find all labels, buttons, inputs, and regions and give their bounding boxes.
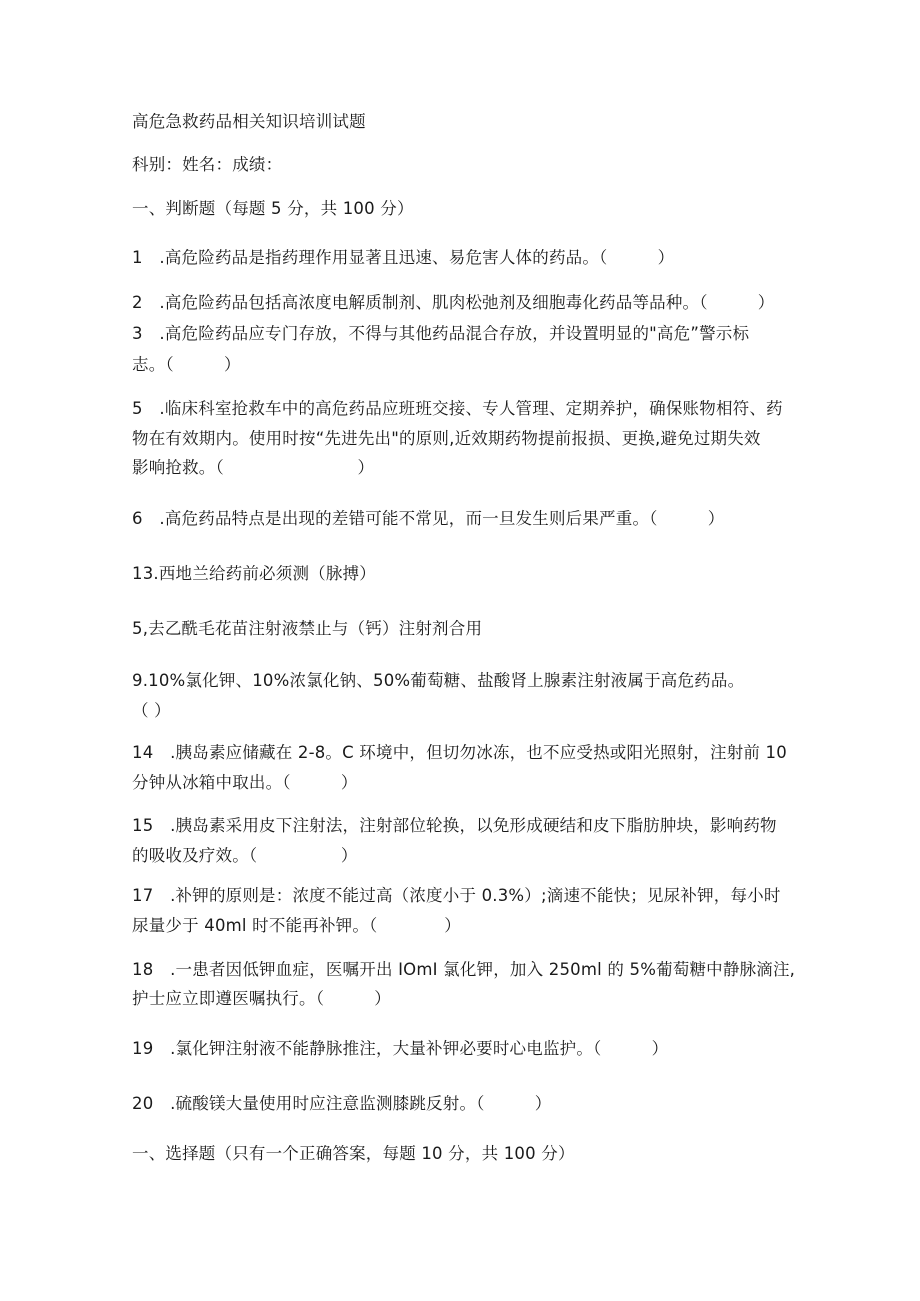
question-1-line-1: 1 .高危险药品是指药理作用显著且迅速、易危害人体的药品。（ ） — [132, 248, 675, 267]
question-5-line-2: 物在有效期内。使用时按“先进先出"的原则,近效期药物提前报损、更换,避免过期失效 — [132, 429, 761, 448]
question-3-line-2: 志。（ ） — [132, 355, 241, 374]
question-9-line-2: （ ） — [132, 701, 171, 720]
question-6-line-1: 6 .高危药品特点是出现的差错可能不常见，而一旦发生则后果严重。（ ） — [132, 509, 725, 528]
question-5-line-1: 5 .临床科室抢救车中的高危药品应班班交接、专人管理、定期养护，确保账物相符、药 — [132, 399, 783, 418]
document-title: 高危急救药品相关知识培训试题 — [132, 112, 366, 131]
section-heading-true-false: 一、判断题（每题 5 分，共 100 分） — [132, 199, 414, 218]
question-17-line-2: 尿量少于 40ml 时不能再补钾。（ ） — [132, 916, 461, 935]
question-14-line-1: 14 .胰岛素应储藏在 2-8。C 环境中，但切勿冰冻，也不应受热或阳光照射，注射前 10 — [132, 743, 787, 762]
question-2-line-1: 2 .高危险药品包括高浓度电解质制剂、肌肉松弛剂及细胞毒化药品等品种。（ ） — [132, 293, 775, 312]
question-18-line-1: 18 .一患者因低钾血症，医嘱开出 IOmI 氯化钾，加入 250ml 的 5%葡萄糖中静脉滴注, — [132, 960, 796, 979]
question-15-line-2: 的吸收及疗效。（ ） — [132, 846, 358, 865]
question-3-line-1: 3 .高危险药品应专门存放，不得与其他药品混合存放，并设置明显的"高危”警示标 — [132, 324, 750, 343]
question-20-line-1: 20 .硫酸镁大量使用时应注意监测膝跳反射。（ ） — [132, 1094, 552, 1113]
question-14-line-2: 分钟从冰箱中取出。（ ） — [132, 773, 358, 792]
question-15-line-1: 15 .胰岛素采用皮下注射法，注射部位轮换，以免形成硬结和皮下脂肪肿块，影响药物 — [132, 816, 777, 835]
question-9-line-1: 9.10%氯化钾、10%浓氯化钠、50%葡萄糖、盐酸肾上腺素注射液属于高危药品。 — [132, 671, 745, 690]
question-19-line-1: 19 .氯化钾注射液不能静脉推注，大量补钾必要时心电监护。（ ） — [132, 1039, 669, 1058]
header-fields: 科别：姓名：成绩： — [132, 155, 283, 174]
section-heading-multiple-choice: 一、选择题（只有一个正确答案，每题 10 分，共 100 分） — [132, 1144, 575, 1163]
question-17-line-1: 17 .补钾的原则是：浓度不能过高（浓度小于 0.3%）;滴速不能快；见尿补钾，每小时 — [132, 886, 781, 905]
question-5b-line-1: 5,去乙酰毛花苗注射液禁止与（钙）注射剂合用 — [132, 619, 483, 638]
question-13-line-1: 13.西地兰给药前必须测（脉搏） — [132, 564, 376, 583]
question-5-line-3: 影响抢救。（ ） — [132, 458, 375, 477]
question-18-line-2: 护士应立即遵医嘱执行。（ ） — [132, 989, 391, 1008]
